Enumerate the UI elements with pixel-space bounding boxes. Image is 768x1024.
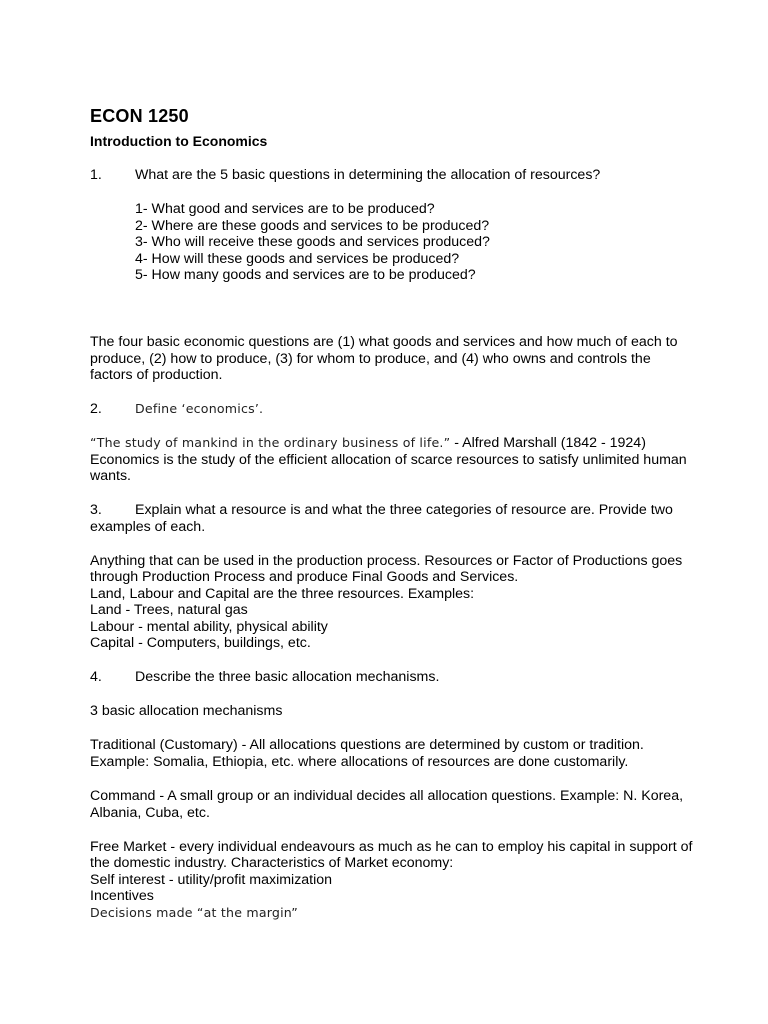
question-text: Explain what a resource is and what the three categories of resource are. Provide two bbox=[135, 502, 673, 518]
answer-line: Example: Somalia, Ethiopia, etc. where allocations of resources are done customarily. bbox=[90, 753, 629, 770]
question-3 bbox=[90, 502, 673, 519]
answer-line: Incentives bbox=[90, 888, 154, 904]
course-subtitle: Introduction to Economics bbox=[90, 133, 268, 149]
answer-line: Anything that can be used in the production process. Resources or Factor of Productions goes bbox=[90, 552, 683, 569]
answer-line: Free Market - every individual endeavours as much as he can to employ his capital in support of bbox=[90, 838, 693, 855]
answer-line: wants. bbox=[90, 468, 132, 484]
question-2 bbox=[90, 401, 263, 418]
question-text: Describe the three basic allocation mechanisms. bbox=[135, 669, 440, 685]
answer-line: Traditional (Customary) - All allocations questions are determined by custom or tradition. bbox=[90, 737, 644, 753]
answer-line: The four basic economic questions are (1) what goods and services and how much of each to bbox=[90, 334, 678, 350]
list-item: 2- Where are these goods and services to be produced? bbox=[135, 217, 490, 234]
question-number: 3. bbox=[90, 502, 102, 518]
list-item: 4- How will these goods and services be produced? bbox=[135, 250, 460, 267]
course-title: ECON 1250 bbox=[90, 106, 189, 126]
question-text: Define ‘economics’. bbox=[135, 401, 264, 416]
question-number: 4. bbox=[90, 669, 102, 685]
question-4 bbox=[90, 669, 439, 686]
answer-line: Albania, Cuba, etc. bbox=[90, 804, 210, 821]
question-text: What are the 5 basic questions in determining the allocation of resources? bbox=[135, 167, 601, 183]
quote-attribution: - Alfred Marshall (1842 - 1924) bbox=[450, 435, 646, 451]
answer-line: Economics is the study of the efficient allocation of scarce resources to satisfy unlimited human bbox=[90, 451, 687, 468]
answer-line: through Production Process and produce Final Goods and Services. bbox=[90, 569, 519, 585]
answer-line: produce, (2) how to produce, (3) for whom to produce, and (4) who owns and controls the bbox=[90, 350, 651, 367]
answer-intro: 3 basic allocation mechanisms bbox=[90, 703, 283, 719]
answer-line: Land, Labour and Capital are the three resources. Examples: bbox=[90, 585, 475, 602]
answer-line: Labour - mental ability, physical ability bbox=[90, 618, 328, 635]
answer-line: Land - Trees, natural gas bbox=[90, 602, 248, 618]
answer-line: Self interest - utility/profit maximization bbox=[90, 871, 333, 888]
question-number: 1. bbox=[90, 167, 102, 183]
answer-line: factors of production. bbox=[90, 367, 223, 383]
answer-line: Decisions made “at the margin” bbox=[90, 904, 299, 920]
answer-line: the domestic industry. Characteristics of Market economy: bbox=[90, 855, 454, 871]
marshall-quote: “The study of mankind in the ordinary business of life.” bbox=[90, 435, 451, 450]
list-item: 3- Who will receive these goods and services produced? bbox=[135, 234, 490, 250]
quote-line bbox=[90, 435, 646, 452]
question-text-cont: examples of each. bbox=[90, 518, 206, 535]
list-item: 5- How many goods and services are to be produced? bbox=[135, 267, 476, 283]
answer-line: Command - A small group or an individual decides all allocation questions. Example: N. Korea, bbox=[90, 788, 684, 804]
answer-line: Capital - Computers, buildings, etc. bbox=[90, 635, 311, 651]
question-1 bbox=[90, 167, 600, 184]
question-number: 2. bbox=[90, 401, 102, 417]
list-item: 1- What good and services are to be produced? bbox=[135, 201, 435, 217]
